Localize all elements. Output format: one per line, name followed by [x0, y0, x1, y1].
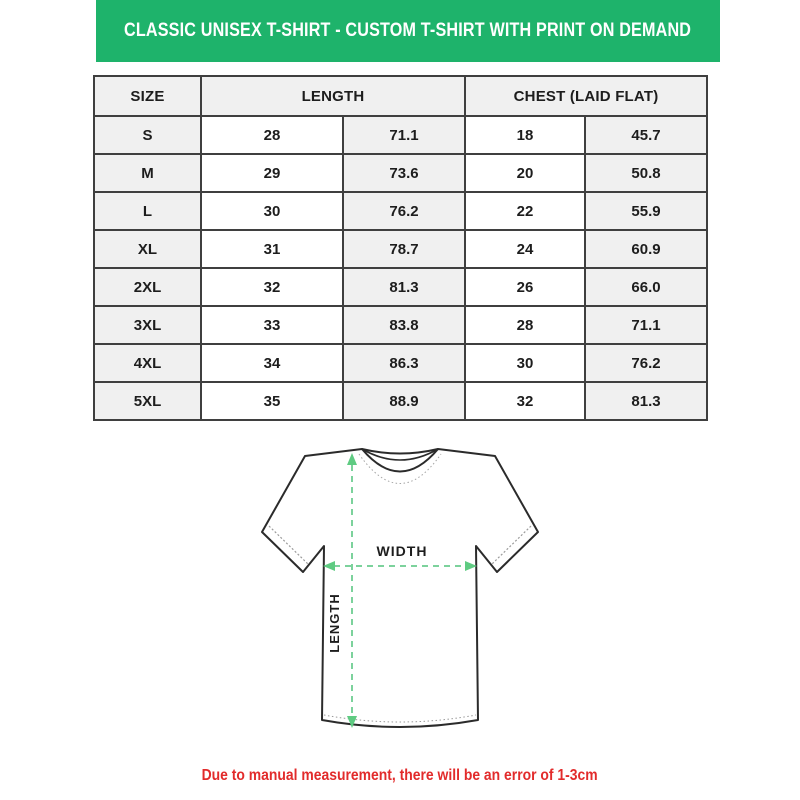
- table-row: [94, 230, 707, 268]
- length-cm-cell: 83.8: [343, 306, 465, 344]
- table-row: [94, 116, 707, 154]
- header-length: LENGTH: [201, 76, 465, 116]
- chest-cm-cell: 45.7: [585, 116, 707, 154]
- chest-in-cell: 28: [465, 306, 585, 344]
- size-table: [93, 75, 708, 421]
- length-cm-cell: 71.1: [343, 116, 465, 154]
- width-label: WIDTH: [376, 543, 428, 559]
- chest-in-cell: 30: [465, 344, 585, 382]
- title-banner: [96, 0, 720, 62]
- length-cm-cell: 78.7: [343, 230, 465, 268]
- table-row: [94, 306, 707, 344]
- table-row: [94, 192, 707, 230]
- header-chest: CHEST (LAID FLAT): [465, 76, 707, 116]
- size-cell: L: [94, 192, 201, 230]
- chest-in-cell: 32: [465, 382, 585, 420]
- size-cell: S: [94, 116, 201, 154]
- length-in-cell: 30: [201, 192, 343, 230]
- length-cm-cell: 76.2: [343, 192, 465, 230]
- chest-in-cell: 26: [465, 268, 585, 306]
- length-cm-cell: 86.3: [343, 344, 465, 382]
- chest-in-cell: 20: [465, 154, 585, 192]
- chest-in-cell: 22: [465, 192, 585, 230]
- chest-cm-cell: 81.3: [585, 382, 707, 420]
- table-row: [94, 268, 707, 306]
- table-row: [94, 154, 707, 192]
- table-header-row: [94, 76, 707, 116]
- length-in-cell: 32: [201, 268, 343, 306]
- chest-in-cell: 18: [465, 116, 585, 154]
- length-in-cell: 29: [201, 154, 343, 192]
- length-in-cell: 31: [201, 230, 343, 268]
- length-in-cell: 35: [201, 382, 343, 420]
- size-cell: 3XL: [94, 306, 201, 344]
- chest-cm-cell: 60.9: [585, 230, 707, 268]
- size-cell: 2XL: [94, 268, 201, 306]
- size-cell: M: [94, 154, 201, 192]
- chest-cm-cell: 50.8: [585, 154, 707, 192]
- size-cell: 4XL: [94, 344, 201, 382]
- table-body: [94, 116, 707, 420]
- chest-cm-cell: 55.9: [585, 192, 707, 230]
- size-cell: XL: [94, 230, 201, 268]
- length-in-cell: 28: [201, 116, 343, 154]
- length-cm-cell: 81.3: [343, 268, 465, 306]
- measurement-note-text: Due to manual measurement, there will be an error of 1-3cm: [201, 767, 599, 784]
- length-in-cell: 34: [201, 344, 343, 382]
- length-in-cell: 33: [201, 306, 343, 344]
- table-row: [94, 344, 707, 382]
- chest-in-cell: 24: [465, 230, 585, 268]
- table-row: [94, 382, 707, 420]
- measurement-note: [0, 766, 800, 786]
- length-cm-cell: 73.6: [343, 154, 465, 192]
- chest-cm-cell: 66.0: [585, 268, 707, 306]
- length-cm-cell: 88.9: [343, 382, 465, 420]
- length-label: LENGTH: [327, 593, 342, 653]
- chest-cm-cell: 76.2: [585, 344, 707, 382]
- tshirt-diagram: [250, 438, 550, 750]
- page-title: CLASSIC UNISEX T-SHIRT - CUSTOM T-SHIRT WITH PRINT ON DEMAND: [124, 20, 692, 41]
- header-size: SIZE: [94, 76, 201, 116]
- tshirt-outline: [262, 449, 538, 727]
- chest-cm-cell: 71.1: [585, 306, 707, 344]
- size-cell: 5XL: [94, 382, 201, 420]
